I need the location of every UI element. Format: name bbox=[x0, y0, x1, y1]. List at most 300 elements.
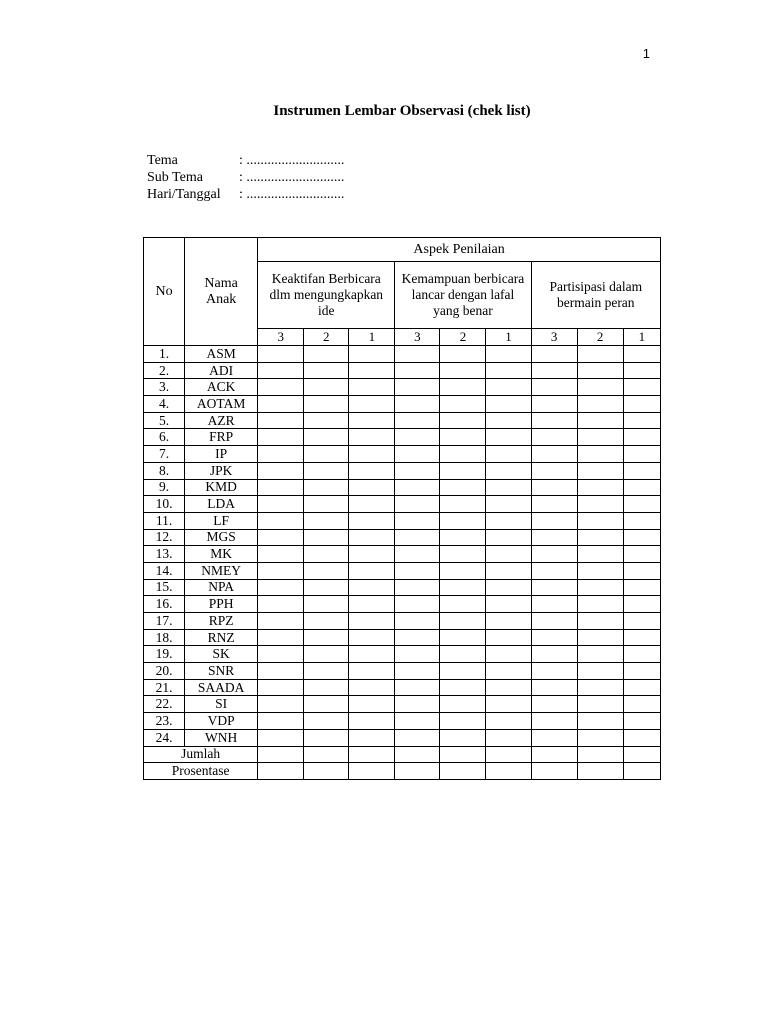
score-cell[interactable] bbox=[577, 379, 623, 396]
score-cell[interactable] bbox=[577, 346, 623, 363]
score-cell[interactable] bbox=[440, 696, 486, 713]
score-cell[interactable] bbox=[349, 696, 395, 713]
score-cell[interactable] bbox=[349, 379, 395, 396]
score-cell[interactable] bbox=[395, 479, 440, 496]
score-cell[interactable] bbox=[304, 362, 349, 379]
score-cell[interactable] bbox=[349, 412, 395, 429]
table-row bbox=[144, 462, 661, 479]
score-cell[interactable] bbox=[486, 613, 531, 630]
score-cell[interactable] bbox=[531, 396, 577, 413]
header-aspect-kemampuan: Kemampuan berbicara lancar dengan lafal yang benar bbox=[395, 262, 531, 329]
child-name: JPK bbox=[185, 462, 258, 479]
table-row bbox=[144, 379, 661, 396]
score-cell[interactable] bbox=[258, 412, 304, 429]
score-cell[interactable] bbox=[440, 646, 486, 663]
score-cell[interactable] bbox=[623, 379, 660, 396]
table-row bbox=[144, 446, 661, 463]
score-cell[interactable] bbox=[531, 562, 577, 579]
score-cell[interactable] bbox=[395, 379, 440, 396]
score-cell[interactable] bbox=[486, 412, 531, 429]
score-cell[interactable] bbox=[258, 646, 304, 663]
score-cell[interactable] bbox=[623, 496, 660, 513]
score-cell[interactable] bbox=[304, 562, 349, 579]
table-row bbox=[144, 729, 661, 746]
child-name: NMEY bbox=[185, 562, 258, 579]
summary-cell[interactable] bbox=[623, 746, 660, 763]
score-cell[interactable] bbox=[531, 613, 577, 630]
table-row bbox=[144, 629, 661, 646]
table-row bbox=[144, 646, 661, 663]
score-cell[interactable] bbox=[577, 412, 623, 429]
score-cell[interactable] bbox=[531, 646, 577, 663]
score-cell[interactable] bbox=[395, 579, 440, 596]
meta-label: Hari/Tanggal bbox=[147, 187, 221, 202]
score-cell[interactable] bbox=[258, 429, 304, 446]
header-aspect-keaktifan: Keaktifan Berbicara dlm mengungkapkan ide bbox=[258, 262, 395, 329]
summary-cell[interactable] bbox=[395, 746, 440, 763]
score-cell[interactable] bbox=[258, 613, 304, 630]
row-number: 3. bbox=[144, 379, 185, 396]
score-cell[interactable] bbox=[623, 462, 660, 479]
score-cell[interactable] bbox=[531, 713, 577, 730]
row-number: 18. bbox=[144, 629, 185, 646]
score-cell[interactable] bbox=[304, 446, 349, 463]
summary-cell[interactable] bbox=[440, 746, 486, 763]
score-cell[interactable] bbox=[440, 546, 486, 563]
row-number: 16. bbox=[144, 596, 185, 613]
score-cell[interactable] bbox=[623, 713, 660, 730]
score-cell[interactable] bbox=[395, 396, 440, 413]
child-name: WNH bbox=[185, 729, 258, 746]
score-cell[interactable] bbox=[440, 663, 486, 680]
score-cell[interactable] bbox=[258, 663, 304, 680]
summary-cell[interactable] bbox=[440, 763, 486, 780]
score-cell[interactable] bbox=[531, 546, 577, 563]
child-name: VDP bbox=[185, 713, 258, 730]
score-cell[interactable] bbox=[349, 479, 395, 496]
score-cell[interactable] bbox=[258, 496, 304, 513]
summary-cell[interactable] bbox=[577, 746, 623, 763]
score-cell[interactable] bbox=[531, 412, 577, 429]
score-header: 2 bbox=[440, 329, 486, 346]
score-cell[interactable] bbox=[486, 679, 531, 696]
summary-cell[interactable] bbox=[349, 746, 395, 763]
score-cell[interactable] bbox=[623, 479, 660, 496]
score-cell[interactable] bbox=[486, 646, 531, 663]
score-cell[interactable] bbox=[577, 496, 623, 513]
summary-cell[interactable] bbox=[486, 746, 531, 763]
score-cell[interactable] bbox=[258, 579, 304, 596]
score-header: 1 bbox=[349, 329, 395, 346]
score-cell[interactable] bbox=[577, 479, 623, 496]
score-cell[interactable] bbox=[577, 596, 623, 613]
score-cell[interactable] bbox=[440, 429, 486, 446]
table-row bbox=[144, 613, 661, 630]
score-header: 1 bbox=[623, 329, 660, 346]
score-cell[interactable] bbox=[258, 479, 304, 496]
score-cell[interactable] bbox=[486, 696, 531, 713]
table-row bbox=[144, 679, 661, 696]
score-cell[interactable] bbox=[304, 396, 349, 413]
score-cell[interactable] bbox=[486, 629, 531, 646]
score-cell[interactable] bbox=[304, 512, 349, 529]
score-cell[interactable] bbox=[349, 496, 395, 513]
score-cell[interactable] bbox=[623, 396, 660, 413]
score-cell[interactable] bbox=[395, 562, 440, 579]
score-cell[interactable] bbox=[531, 346, 577, 363]
child-name: MGS bbox=[185, 529, 258, 546]
row-number: 1. bbox=[144, 346, 185, 363]
score-cell[interactable] bbox=[395, 696, 440, 713]
score-cell[interactable] bbox=[623, 679, 660, 696]
score-cell[interactable] bbox=[395, 446, 440, 463]
score-cell[interactable] bbox=[531, 496, 577, 513]
score-cell[interactable] bbox=[258, 462, 304, 479]
score-cell[interactable] bbox=[395, 596, 440, 613]
score-cell[interactable] bbox=[486, 512, 531, 529]
row-number: 17. bbox=[144, 613, 185, 630]
score-cell[interactable] bbox=[258, 379, 304, 396]
score-cell[interactable] bbox=[531, 479, 577, 496]
score-cell[interactable] bbox=[349, 529, 395, 546]
header-aspek-penilaian: Aspek Penilaian bbox=[258, 238, 661, 262]
meta-value: : ............................ bbox=[239, 187, 345, 202]
score-cell[interactable] bbox=[577, 462, 623, 479]
score-cell[interactable] bbox=[258, 562, 304, 579]
score-cell[interactable] bbox=[440, 496, 486, 513]
score-cell[interactable] bbox=[486, 713, 531, 730]
score-cell[interactable] bbox=[258, 346, 304, 363]
score-cell[interactable] bbox=[395, 729, 440, 746]
score-cell[interactable] bbox=[395, 412, 440, 429]
score-cell[interactable] bbox=[531, 529, 577, 546]
score-cell[interactable] bbox=[440, 713, 486, 730]
score-cell[interactable] bbox=[577, 429, 623, 446]
table-row bbox=[144, 496, 661, 513]
score-cell[interactable] bbox=[486, 562, 531, 579]
score-cell[interactable] bbox=[304, 379, 349, 396]
score-cell[interactable] bbox=[577, 362, 623, 379]
score-cell[interactable] bbox=[531, 696, 577, 713]
score-cell[interactable] bbox=[349, 629, 395, 646]
score-cell[interactable] bbox=[577, 529, 623, 546]
score-cell[interactable] bbox=[440, 479, 486, 496]
score-cell[interactable] bbox=[349, 579, 395, 596]
child-name: RNZ bbox=[185, 629, 258, 646]
score-cell[interactable] bbox=[486, 429, 531, 446]
summary-cell[interactable] bbox=[486, 763, 531, 780]
child-name: AZR bbox=[185, 412, 258, 429]
score-cell[interactable] bbox=[395, 429, 440, 446]
score-cell[interactable] bbox=[531, 596, 577, 613]
summary-cell[interactable] bbox=[304, 746, 349, 763]
score-cell[interactable] bbox=[486, 579, 531, 596]
score-cell[interactable] bbox=[623, 446, 660, 463]
score-cell[interactable] bbox=[395, 546, 440, 563]
score-cell[interactable] bbox=[440, 729, 486, 746]
summary-cell[interactable] bbox=[258, 763, 304, 780]
score-cell[interactable] bbox=[395, 663, 440, 680]
table-row bbox=[144, 346, 661, 363]
score-cell[interactable] bbox=[395, 346, 440, 363]
score-cell[interactable] bbox=[486, 596, 531, 613]
score-cell[interactable] bbox=[623, 596, 660, 613]
score-cell[interactable] bbox=[531, 462, 577, 479]
score-cell[interactable] bbox=[258, 546, 304, 563]
score-cell[interactable] bbox=[623, 579, 660, 596]
score-cell[interactable] bbox=[623, 529, 660, 546]
score-cell[interactable] bbox=[395, 362, 440, 379]
score-cell[interactable] bbox=[258, 596, 304, 613]
score-cell[interactable] bbox=[349, 646, 395, 663]
score-cell[interactable] bbox=[486, 546, 531, 563]
score-cell[interactable] bbox=[349, 346, 395, 363]
row-number: 15. bbox=[144, 579, 185, 596]
row-number: 8. bbox=[144, 462, 185, 479]
child-name: AOTAM bbox=[185, 396, 258, 413]
score-cell[interactable] bbox=[304, 429, 349, 446]
child-name: MK bbox=[185, 546, 258, 563]
score-cell[interactable] bbox=[486, 529, 531, 546]
score-cell[interactable] bbox=[304, 496, 349, 513]
score-cell[interactable] bbox=[623, 613, 660, 630]
score-cell[interactable] bbox=[349, 663, 395, 680]
meta-row-tema bbox=[147, 152, 344, 169]
score-cell[interactable] bbox=[258, 362, 304, 379]
score-cell[interactable] bbox=[577, 396, 623, 413]
score-cell[interactable] bbox=[349, 613, 395, 630]
score-cell[interactable] bbox=[440, 396, 486, 413]
score-cell[interactable] bbox=[577, 696, 623, 713]
summary-label: Prosentase bbox=[144, 763, 258, 780]
score-cell[interactable] bbox=[349, 446, 395, 463]
table-row bbox=[144, 412, 661, 429]
score-cell[interactable] bbox=[623, 663, 660, 680]
score-cell[interactable] bbox=[440, 379, 486, 396]
meta-row-sub-tema bbox=[147, 169, 344, 186]
score-cell[interactable] bbox=[258, 446, 304, 463]
score-cell[interactable] bbox=[304, 412, 349, 429]
score-cell[interactable] bbox=[395, 613, 440, 630]
table-row bbox=[144, 362, 661, 379]
summary-row bbox=[144, 746, 661, 763]
score-cell[interactable] bbox=[349, 729, 395, 746]
score-cell[interactable] bbox=[440, 462, 486, 479]
score-cell[interactable] bbox=[440, 613, 486, 630]
score-header: 2 bbox=[577, 329, 623, 346]
score-cell[interactable] bbox=[440, 629, 486, 646]
score-cell[interactable] bbox=[258, 396, 304, 413]
score-cell[interactable] bbox=[304, 613, 349, 630]
child-name: ACK bbox=[185, 379, 258, 396]
score-cell[interactable] bbox=[304, 546, 349, 563]
score-cell[interactable] bbox=[577, 546, 623, 563]
score-cell[interactable] bbox=[577, 562, 623, 579]
score-cell[interactable] bbox=[577, 713, 623, 730]
score-cell[interactable] bbox=[531, 429, 577, 446]
score-cell[interactable] bbox=[349, 362, 395, 379]
score-cell[interactable] bbox=[304, 579, 349, 596]
row-number: 10. bbox=[144, 496, 185, 513]
score-cell[interactable] bbox=[304, 479, 349, 496]
score-cell[interactable] bbox=[395, 629, 440, 646]
score-header: 1 bbox=[486, 329, 531, 346]
score-cell[interactable] bbox=[531, 379, 577, 396]
score-cell[interactable] bbox=[486, 362, 531, 379]
score-cell[interactable] bbox=[486, 346, 531, 363]
score-cell[interactable] bbox=[486, 663, 531, 680]
meta-block bbox=[147, 152, 344, 203]
score-cell[interactable] bbox=[395, 529, 440, 546]
score-cell[interactable] bbox=[349, 679, 395, 696]
score-cell[interactable] bbox=[531, 729, 577, 746]
score-cell[interactable] bbox=[623, 629, 660, 646]
score-cell[interactable] bbox=[304, 663, 349, 680]
score-cell[interactable] bbox=[258, 629, 304, 646]
score-cell[interactable] bbox=[395, 646, 440, 663]
score-cell[interactable] bbox=[395, 512, 440, 529]
summary-cell[interactable] bbox=[304, 763, 349, 780]
score-cell[interactable] bbox=[304, 462, 349, 479]
table-row bbox=[144, 512, 661, 529]
score-cell[interactable] bbox=[304, 646, 349, 663]
score-cell[interactable] bbox=[395, 713, 440, 730]
score-cell[interactable] bbox=[349, 396, 395, 413]
score-cell[interactable] bbox=[440, 562, 486, 579]
row-number: 2. bbox=[144, 362, 185, 379]
score-cell[interactable] bbox=[258, 679, 304, 696]
score-cell[interactable] bbox=[577, 446, 623, 463]
summary-cell[interactable] bbox=[577, 763, 623, 780]
score-cell[interactable] bbox=[623, 512, 660, 529]
table-row bbox=[144, 529, 661, 546]
score-cell[interactable] bbox=[304, 729, 349, 746]
score-cell[interactable] bbox=[623, 729, 660, 746]
score-cell[interactable] bbox=[440, 412, 486, 429]
score-cell[interactable] bbox=[349, 429, 395, 446]
score-cell[interactable] bbox=[531, 446, 577, 463]
score-cell[interactable] bbox=[304, 596, 349, 613]
score-cell[interactable] bbox=[258, 713, 304, 730]
score-cell[interactable] bbox=[440, 529, 486, 546]
table-row bbox=[144, 579, 661, 596]
score-cell[interactable] bbox=[577, 646, 623, 663]
summary-cell[interactable] bbox=[395, 763, 440, 780]
score-cell[interactable] bbox=[577, 512, 623, 529]
score-cell[interactable] bbox=[258, 729, 304, 746]
summary-cell[interactable] bbox=[531, 763, 577, 780]
score-cell[interactable] bbox=[349, 596, 395, 613]
child-name: SK bbox=[185, 646, 258, 663]
score-cell[interactable] bbox=[577, 663, 623, 680]
score-cell[interactable] bbox=[531, 679, 577, 696]
score-cell[interactable] bbox=[577, 579, 623, 596]
table-row bbox=[144, 663, 661, 680]
score-cell[interactable] bbox=[304, 529, 349, 546]
score-cell[interactable] bbox=[486, 446, 531, 463]
score-cell[interactable] bbox=[623, 412, 660, 429]
row-number: 7. bbox=[144, 446, 185, 463]
score-cell[interactable] bbox=[486, 462, 531, 479]
score-cell[interactable] bbox=[531, 362, 577, 379]
summary-cell[interactable] bbox=[623, 763, 660, 780]
score-cell[interactable] bbox=[623, 546, 660, 563]
score-cell[interactable] bbox=[258, 696, 304, 713]
score-cell[interactable] bbox=[486, 379, 531, 396]
summary-cell[interactable] bbox=[349, 763, 395, 780]
score-cell[interactable] bbox=[304, 696, 349, 713]
score-cell[interactable] bbox=[258, 529, 304, 546]
document-title: Instrumen Lembar Observasi (chek list) bbox=[273, 103, 531, 119]
score-cell[interactable] bbox=[349, 562, 395, 579]
score-cell[interactable] bbox=[623, 646, 660, 663]
score-cell[interactable] bbox=[440, 512, 486, 529]
score-cell[interactable] bbox=[349, 546, 395, 563]
score-header: 3 bbox=[531, 329, 577, 346]
meta-row-hari-tanggal bbox=[147, 186, 344, 203]
score-cell[interactable] bbox=[440, 346, 486, 363]
score-cell[interactable] bbox=[486, 729, 531, 746]
score-cell[interactable] bbox=[258, 512, 304, 529]
summary-cell[interactable] bbox=[258, 746, 304, 763]
score-cell[interactable] bbox=[349, 512, 395, 529]
score-cell[interactable] bbox=[531, 629, 577, 646]
score-cell[interactable] bbox=[395, 496, 440, 513]
row-number: 20. bbox=[144, 663, 185, 680]
score-cell[interactable] bbox=[304, 346, 349, 363]
score-cell[interactable] bbox=[440, 446, 486, 463]
score-cell[interactable] bbox=[349, 713, 395, 730]
score-cell[interactable] bbox=[304, 679, 349, 696]
child-name: LF bbox=[185, 512, 258, 529]
table-row bbox=[144, 546, 661, 563]
score-cell[interactable] bbox=[486, 396, 531, 413]
score-cell[interactable] bbox=[440, 596, 486, 613]
child-name: RPZ bbox=[185, 613, 258, 630]
score-cell[interactable] bbox=[395, 462, 440, 479]
score-cell[interactable] bbox=[531, 663, 577, 680]
score-cell[interactable] bbox=[395, 679, 440, 696]
score-cell[interactable] bbox=[304, 629, 349, 646]
score-cell[interactable] bbox=[304, 713, 349, 730]
score-cell[interactable] bbox=[349, 462, 395, 479]
score-cell[interactable] bbox=[531, 579, 577, 596]
page-number: 1 bbox=[642, 46, 650, 61]
summary-row bbox=[144, 763, 661, 780]
row-number: 11. bbox=[144, 512, 185, 529]
score-cell[interactable] bbox=[623, 562, 660, 579]
score-cell[interactable] bbox=[440, 579, 486, 596]
score-cell[interactable] bbox=[577, 629, 623, 646]
score-cell[interactable] bbox=[623, 429, 660, 446]
score-cell[interactable] bbox=[486, 479, 531, 496]
child-name: IP bbox=[185, 446, 258, 463]
score-cell[interactable] bbox=[531, 512, 577, 529]
score-cell[interactable] bbox=[486, 496, 531, 513]
score-cell[interactable] bbox=[623, 696, 660, 713]
summary-cell[interactable] bbox=[531, 746, 577, 763]
table-row bbox=[144, 396, 661, 413]
table-row bbox=[144, 696, 661, 713]
header-nama-anak: Nama Anak bbox=[185, 238, 258, 346]
score-cell[interactable] bbox=[623, 346, 660, 363]
score-cell[interactable] bbox=[623, 362, 660, 379]
score-cell[interactable] bbox=[440, 679, 486, 696]
score-cell[interactable] bbox=[577, 729, 623, 746]
score-cell[interactable] bbox=[577, 679, 623, 696]
score-cell[interactable] bbox=[440, 362, 486, 379]
score-cell[interactable] bbox=[577, 613, 623, 630]
